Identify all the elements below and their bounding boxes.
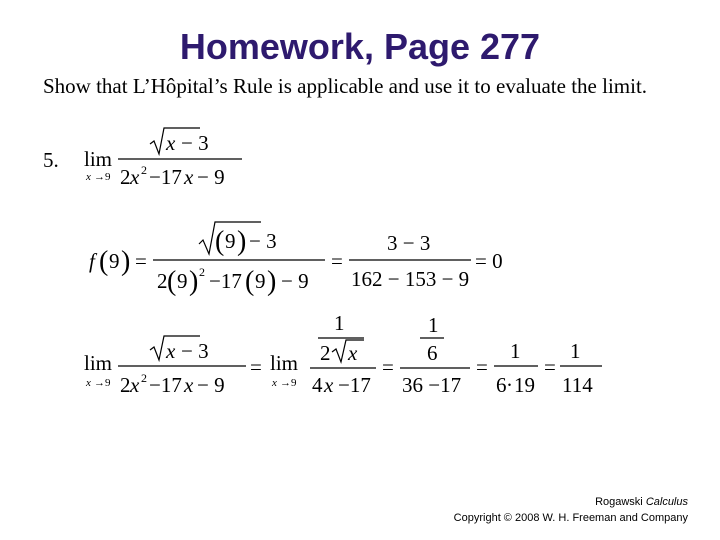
svg-text:− 9: − 9	[197, 165, 225, 189]
svg-text:): )	[267, 266, 277, 297]
svg-text:162 − 153 − 9: 162 − 153 − 9	[351, 267, 470, 291]
credit-line-2: Copyright © 2008 W. H. Freeman and Company	[453, 512, 688, 524]
svg-text:(: (	[167, 266, 177, 297]
problem-statement: Show that L’Hôpital’s Rule is applicable and use it to evaluate the limit.	[43, 74, 648, 98]
svg-text:=: =	[250, 355, 262, 379]
svg-text:): )	[189, 266, 199, 297]
svg-text:(: (	[245, 266, 255, 297]
svg-text:= 0: = 0	[475, 249, 503, 273]
problem-limit-equation	[80, 126, 260, 192]
svg-text:lim: lim	[270, 351, 299, 375]
svg-text:x: x	[130, 373, 140, 397]
svg-text:·: ·	[506, 373, 513, 397]
svg-text:x: x	[166, 339, 176, 363]
svg-text:1: 1	[334, 311, 345, 335]
svg-text:=: =	[135, 249, 147, 273]
svg-text:→9: →9	[94, 377, 111, 389]
svg-text:x: x	[348, 341, 358, 365]
problem-number: 5.	[43, 148, 59, 172]
svg-text:x: x	[324, 373, 334, 397]
svg-text:9: 9	[255, 269, 266, 293]
svg-text:2: 2	[320, 341, 331, 365]
svg-text:2: 2	[141, 163, 147, 177]
svg-text:1: 1	[570, 339, 581, 363]
credit-line-1: Rogawski Calculus	[595, 496, 688, 508]
svg-text:=: =	[476, 355, 488, 379]
svg-text:lim: lim	[84, 147, 113, 171]
svg-text:f: f	[89, 249, 95, 273]
svg-text:x: x	[130, 165, 140, 189]
svg-text:→9: →9	[94, 171, 111, 183]
svg-text:36 −17: 36 −17	[402, 373, 462, 397]
svg-text:x: x	[272, 377, 277, 389]
svg-text:2: 2	[157, 269, 168, 293]
svg-text:x: x	[86, 377, 91, 389]
svg-text:lim: lim	[84, 351, 113, 375]
svg-text:x: x	[184, 165, 194, 189]
slide-title: Homework, Page 277	[179, 26, 541, 67]
svg-text:−17: −17	[149, 373, 182, 397]
svg-text:(: (	[99, 246, 109, 277]
svg-text:=: =	[331, 249, 343, 273]
svg-text:1: 1	[428, 313, 439, 337]
svg-text:1: 1	[510, 339, 521, 363]
svg-text:−17: −17	[209, 269, 242, 293]
svg-text:2: 2	[120, 165, 131, 189]
svg-text:−17: −17	[338, 373, 371, 397]
svg-text:− 3: − 3	[181, 339, 209, 363]
svg-text:9: 9	[177, 269, 188, 293]
svg-text:6: 6	[496, 373, 507, 397]
svg-text:3 − 3: 3 − 3	[387, 231, 431, 255]
svg-text:x: x	[86, 171, 91, 183]
svg-text:9: 9	[225, 229, 236, 253]
svg-text:19: 19	[514, 373, 535, 397]
svg-text:− 3: − 3	[181, 131, 209, 155]
svg-text:): )	[237, 226, 247, 257]
svg-text:2: 2	[141, 371, 147, 385]
svg-text:=: =	[382, 355, 394, 379]
svg-text:−17: −17	[149, 165, 182, 189]
svg-text:→9: →9	[280, 377, 297, 389]
svg-text:x: x	[184, 373, 194, 397]
svg-text:2: 2	[199, 265, 205, 279]
svg-text:=: =	[544, 355, 556, 379]
svg-text:6: 6	[427, 341, 438, 365]
svg-text:(: (	[215, 226, 225, 257]
copyright-credit	[454, 494, 688, 526]
evaluation-equation	[85, 218, 515, 298]
svg-text:x: x	[166, 131, 176, 155]
svg-text:9: 9	[109, 249, 120, 273]
svg-text:− 3: − 3	[249, 229, 277, 253]
lhopital-solution-equation	[82, 308, 622, 400]
svg-text:− 9: − 9	[281, 269, 309, 293]
svg-text:114: 114	[562, 373, 593, 397]
svg-text:): )	[121, 246, 131, 277]
svg-text:− 9: − 9	[197, 373, 225, 397]
svg-text:4: 4	[312, 373, 323, 397]
svg-text:2: 2	[120, 373, 131, 397]
